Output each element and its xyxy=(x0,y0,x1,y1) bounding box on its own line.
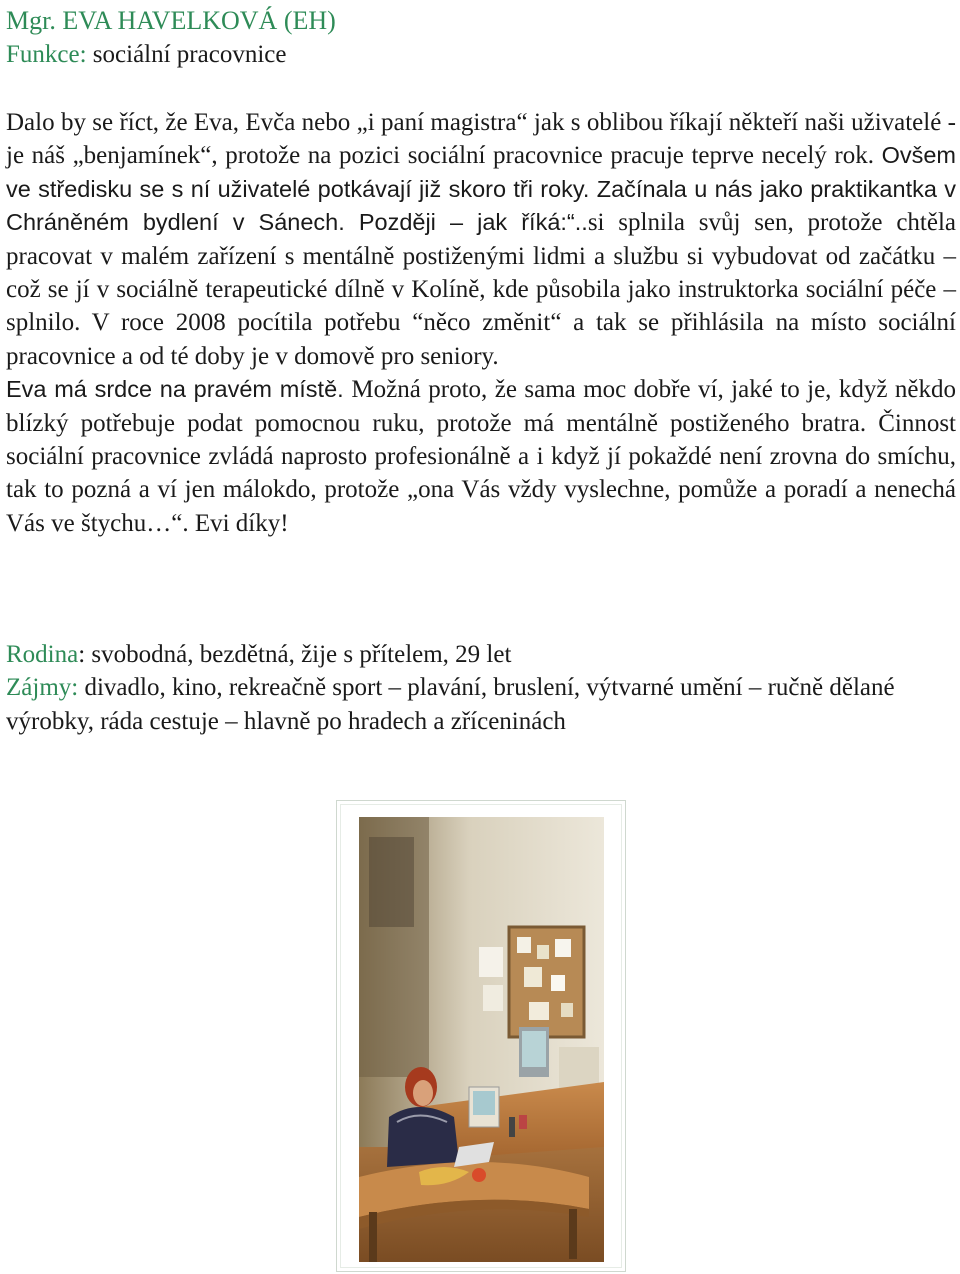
paragraph-1-part-c: si splnila svůj sen, protože chtěla pracovat v malém zařízení s mentálně postiženými lidmi a službu si vybudovat od začátku – což se jí v sociálně terapeutické dílně v Kolíně, kde působila jako instruktorka sociální péče – splnilo. xyxy=(6,209,956,337)
paragraph-1-part-d: V roce 2008 pocítila potřebu “něco změnit“ a tak se přihlásila na místo sociální pracovnice a od té doby je v domově pro seniory. xyxy=(6,309,956,370)
person-name-heading: Mgr. EVA HAVELKOVÁ (EH) xyxy=(6,6,336,35)
family-line xyxy=(6,638,960,671)
function-label: Funkce: xyxy=(6,41,87,68)
function-line xyxy=(6,38,286,72)
office-photo-illustration xyxy=(359,817,604,1262)
personal-info xyxy=(6,638,960,738)
function-value: sociální pracovnice xyxy=(86,41,287,68)
paragraph-2-part-a: Eva má srdce na pravém místě. xyxy=(6,376,352,403)
hobbies-value: divadlo, kino, rekreačně sport – plavání, bruslení, výtvarné umění – ručně dělané výrobky, ráda cestuje – hlavně po hradech a zříceninách xyxy=(6,674,895,735)
family-label: Rodina xyxy=(6,641,79,668)
family-value: : svobodná, bezdětná, žije s přítelem, 29 let xyxy=(78,641,512,668)
paragraph-1-part-b: Ovšem ve středisku se s ní uživatelé potkávají již skoro tři roky. Začínala u nás jako praktikantka v Chráněném bydlení v Sánech. Později – jak říká:“.. xyxy=(6,142,956,236)
hobbies-label: Zájmy: xyxy=(6,674,79,702)
biography-text xyxy=(6,106,956,540)
paragraph-1-part-a: Dalo by se říct, že Eva, Evča nebo „i paní magistra“ jak s oblibou říkají někteří naši uživatelé - je náš „benjamínek“, protože na pozici sociální pracovnice pracuje teprve necelý rok. xyxy=(6,109,956,170)
hobbies-line xyxy=(6,671,960,738)
photo-frame xyxy=(336,800,626,1272)
paragraph-2 xyxy=(6,373,956,540)
office-photo xyxy=(359,817,604,1262)
paragraph-1 xyxy=(6,106,956,373)
paragraph-2-part-b: Možná proto, že sama moc dobře ví, jaké to je, když někdo blízký potřebuje podat pomocnou ruku, protože má mentálně postiženého bratra. Činnost sociální pracovnice zvládá naprosto profesionálně a i když jí pokaždé není zrovna do smíchu, tak to pozná a ví jen málokdo, protože „ona Vás vždy vyslechne, pomůže a poradí a nenechá Vás ve štychu…“. Evi díky! xyxy=(6,376,957,537)
